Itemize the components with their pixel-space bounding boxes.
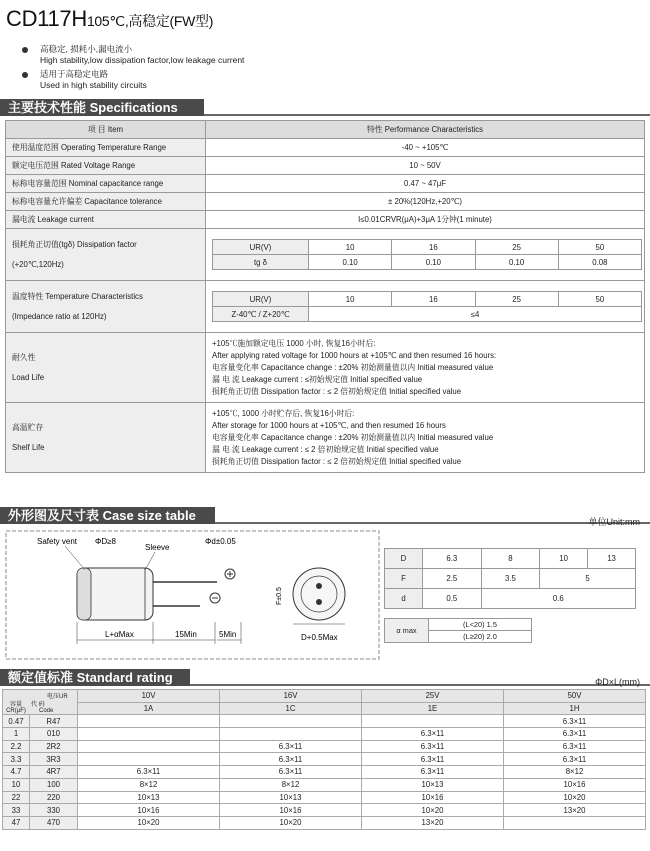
rating-row [3,740,646,753]
life-line: +105℃施加额定电压 1000 小时, 恢复16小时后: [212,338,376,348]
life-label-1: 耐久性 [12,352,36,362]
rating-cap: 2.2 [3,740,30,753]
rating-cap: 10 [3,778,30,791]
rating-voltage: 50V [504,690,646,703]
D-label: D+0.5Max [301,633,338,642]
rating-size: 6.3×11 [362,753,504,766]
spec-row [6,175,645,193]
rating-size: 13×20 [504,804,646,817]
rating-code: 3R3 [30,753,78,766]
rating-size [220,715,362,728]
rating-size [78,753,220,766]
spec-head-item: 项 目 Item [6,121,206,139]
shelf-label-2: Shelf Life [12,442,45,452]
life-text [206,333,645,403]
df-value: 0.10 [392,255,475,270]
feature-list [22,44,422,94]
rating-size: 8×12 [78,778,220,791]
15min-label: 15Min [175,630,197,639]
df-voltage: 50 [558,240,641,255]
temp-table [212,291,642,322]
rating-corner [3,690,78,715]
F-label: F±0.5 [276,587,283,605]
dim-F-head: F [385,569,423,589]
rating-row [3,816,646,829]
alpha-value: (L≥20) 2.0 [429,631,532,643]
temp-cell [206,281,645,333]
corner-code-en: Code [39,708,54,714]
dim-D-value: 13 [588,549,636,569]
rating-size: 10×16 [504,778,646,791]
temp-head: UR(V) [213,292,309,307]
alpha-value: (L<20) 1.5 [429,619,532,631]
rating-size: 10×16 [78,804,220,817]
lead-dot [316,599,322,605]
rating-size: 10×20 [362,804,504,817]
temp-label [6,281,206,333]
shelf-label [6,403,206,473]
temp-row-label: Z-40℃ / Z+20℃ [213,307,309,322]
phiD-label: ΦD≥8 [95,537,116,546]
spec-value: ± 20%(120Hz,+20℃) [206,193,645,211]
rating-size: 6.3×11 [220,753,362,766]
rating-vcode: 1E [362,702,504,715]
df-value: 0.10 [309,255,392,270]
spec-label: 漏电流 Leakage current [6,211,206,229]
spec-row-df [6,229,645,281]
temp-voltage: 50 [558,292,641,307]
page-title [6,6,213,32]
safety-vent-end [77,568,91,620]
spec-row [6,157,645,175]
dimension-table [384,548,636,609]
df-value: 0.10 [475,255,558,270]
bullet-icon [22,47,28,53]
life-line: 漏 电 流 Leakage current : ≤初始规定值 Initial specified value [212,374,423,384]
model-name: CD117H [6,6,87,31]
rating-size: 6.3×11 [220,766,362,779]
rating-size: 8×12 [504,766,646,779]
rating-row [3,791,646,804]
spec-label: 使用温度范围 Operating Temperature Range [6,139,206,157]
corner-code: 代 码 [31,702,45,708]
df-table [212,239,642,270]
shelf-line: 电容量变化率 Capacitance change : ±20% 初始测量值以内 Initial measured value [212,432,494,442]
df-cell [206,229,645,281]
feature-zh: 高稳定, 损耗小,漏电流小 [40,44,133,54]
rating-row [3,804,646,817]
spec-value: -40 ~ +105℃ [206,139,645,157]
spec-head-perf: 特性 Performance Characteristics [206,121,645,139]
df-label-1: 损耗角正切值(tgδ) Dissipation factor [12,239,137,249]
spec-row-life [6,333,645,403]
feature-zh: 适用于高稳定电路 [40,69,109,79]
rating-vcode: 1A [78,702,220,715]
rating-size [362,715,504,728]
df-value: 0.08 [558,255,641,270]
rating-size: 6.3×11 [362,728,504,741]
L-label: L+αMax [105,630,134,639]
spec-label: 额定电压范围 Rated Voltage Range [6,157,206,175]
alpha-head: α max [385,619,429,643]
rating-size: 13×20 [362,816,504,829]
rating-size: 10×16 [362,791,504,804]
corner-cap: 容量 CR(μF) [6,702,26,714]
df-label-2: (+20℃,120Hz) [12,259,64,269]
lead-dot [316,583,322,589]
model-temp: 105℃ [86,13,125,29]
rating-size: 6.3×11 [362,740,504,753]
rating-size [78,728,220,741]
rating-code: 220 [30,791,78,804]
rating-row [3,728,646,741]
temp-voltage: 25 [475,292,558,307]
feature-item [22,69,422,91]
dim-D-value: 8 [481,549,540,569]
feature-item [22,44,422,66]
temp-label-1: 温度特性 Temperature Characteristics [12,291,143,301]
temp-voltage: 16 [392,292,475,307]
rating-size [220,728,362,741]
rating-unit: ΦD×L(mm) [595,677,640,687]
df-label [6,229,206,281]
shelf-text [206,403,645,473]
spec-row [6,211,645,229]
rating-cap: 22 [3,791,30,804]
rating-row [3,753,646,766]
feature-en: Used in high stability circuits [40,80,147,90]
spec-table [5,120,645,473]
life-line: 电容量变化率 Capacitance change : ±20% 初始测量值以内 Initial measured value [212,362,494,372]
dim-d-value: 0.6 [481,589,635,609]
rating-body [3,715,646,829]
dim-D-head: D [385,549,423,569]
rating-voltage: 10V [78,690,220,703]
dim-d-head: d [385,589,423,609]
spec-value: 0.47 ~ 47μF [206,175,645,193]
alpha-table [384,618,532,643]
rating-size: 10×13 [78,791,220,804]
rating-code: 010 [30,728,78,741]
rating-size [78,715,220,728]
rating-voltage: 16V [220,690,362,703]
shelf-line: +105℃, 1000 小时贮存后, 恢复16小时后: [212,408,355,418]
spec-row [6,193,645,211]
temp-voltage: 10 [309,292,392,307]
rating-size: 6.3×11 [504,715,646,728]
rating-size: 10×13 [362,778,504,791]
shelf-line: 损耗角正切值 Dissipation factor : ≤ 2 倍初始规定值 Initial specified value [212,456,462,466]
rating-code: 2R2 [30,740,78,753]
corner-ur: 电压UR [47,694,68,700]
5min-label: 5Min [219,630,237,639]
spec-value: I≤0.01CRVR(μA)+3μA 1分钟(1 minute) [206,211,645,229]
dim-F-value: 5 [540,569,636,589]
rating-cap: 33 [3,804,30,817]
rating-cap: 1 [3,728,30,741]
rating-code: 4R7 [30,766,78,779]
unit-label: 单位Unit:mm [588,517,640,527]
rating-code: 100 [30,778,78,791]
dim-F-value: 3.5 [481,569,540,589]
temp-value: ≤4 [309,307,642,322]
temp-label-2: (Impedance ratio at 120Hz) [12,311,107,321]
rating-vcode: 1H [504,702,646,715]
life-label [6,333,206,403]
case-drawing [5,530,380,660]
sleeve-label: Sleeve [145,543,170,552]
life-line: 损耗角正切值 Dissipation factor : ≤ 2 倍初始规定值 Initial specified value [212,386,462,396]
case-section-header: 外形图及尺寸表 Case size table [0,507,215,524]
rating-size: 6.3×11 [504,753,646,766]
spec-label: 标称电容量允许偏差 Capacitance tolerance [6,193,206,211]
rating-voltage: 25V [362,690,504,703]
df-head: UR(V) [213,240,309,255]
rating-size: 10×20 [78,816,220,829]
rating-size: 6.3×11 [504,728,646,741]
shelf-line: After storage for 1000 hours at +105℃, and then resumed 16 hours [212,420,446,430]
rating-size: 6.3×11 [78,766,220,779]
rating-cap: 3.3 [3,753,30,766]
rating-code: 330 [30,804,78,817]
rating-code: 470 [30,816,78,829]
rating-row [3,778,646,791]
rating-size: 8×12 [220,778,362,791]
bullet-icon [22,72,28,78]
life-label-2: Load Life [12,372,45,382]
spec-label: 标称电容量范围 Nominal capacitance range [6,175,206,193]
df-voltage: 16 [392,240,475,255]
rating-size [78,740,220,753]
phid-label: Φd±0.05 [205,537,236,546]
rating-size [504,816,646,829]
rating-vcode: 1C [220,702,362,715]
spec-head-row [6,121,645,139]
rating-size: 6.3×11 [220,740,362,753]
safety-vent-label: Safety vent [37,537,78,546]
rating-size: 6.3×11 [504,740,646,753]
rating-code: R47 [30,715,78,728]
rating-section-header: 额定值标准 Standard rating [0,669,190,686]
rating-size: 6.3×11 [362,766,504,779]
rating-size: 10×20 [504,791,646,804]
rating-row [3,715,646,728]
rating-cap: 47 [3,816,30,829]
spec-row-temp [6,281,645,333]
dim-D-value: 6.3 [423,549,482,569]
df-voltage: 10 [309,240,392,255]
rating-size: 10×20 [220,816,362,829]
dim-D-value: 10 [540,549,588,569]
rating-size: 10×13 [220,791,362,804]
rating-size: 10×16 [220,804,362,817]
shelf-label-1: 高温贮存 [12,422,44,432]
spec-row-shelf [6,403,645,473]
rating-row [3,766,646,779]
life-line: After applying rated voltage for 1000 hours at +105℃ and then resumed 16 hours: [212,350,497,360]
dim-F-value: 2.5 [423,569,482,589]
rating-table [2,689,646,830]
spec-row [6,139,645,157]
spec-section-header: 主要技术性能 Specifications [0,99,204,116]
shelf-line: 漏 电 流 Leakage current : ≤ 2 倍初始规定值 Initial specified value [212,444,439,454]
rating-cap: 0.47 [3,715,30,728]
df-voltage: 25 [475,240,558,255]
df-row-label: tg δ [213,255,309,270]
dim-d-value: 0.5 [423,589,482,609]
rating-cap: 4.7 [3,766,30,779]
feature-en: High stability,low dissipation factor,low leakage current [40,55,245,65]
model-desc: ,高稳定(FW型) [124,13,214,29]
spec-value: 10 ~ 50V [206,157,645,175]
